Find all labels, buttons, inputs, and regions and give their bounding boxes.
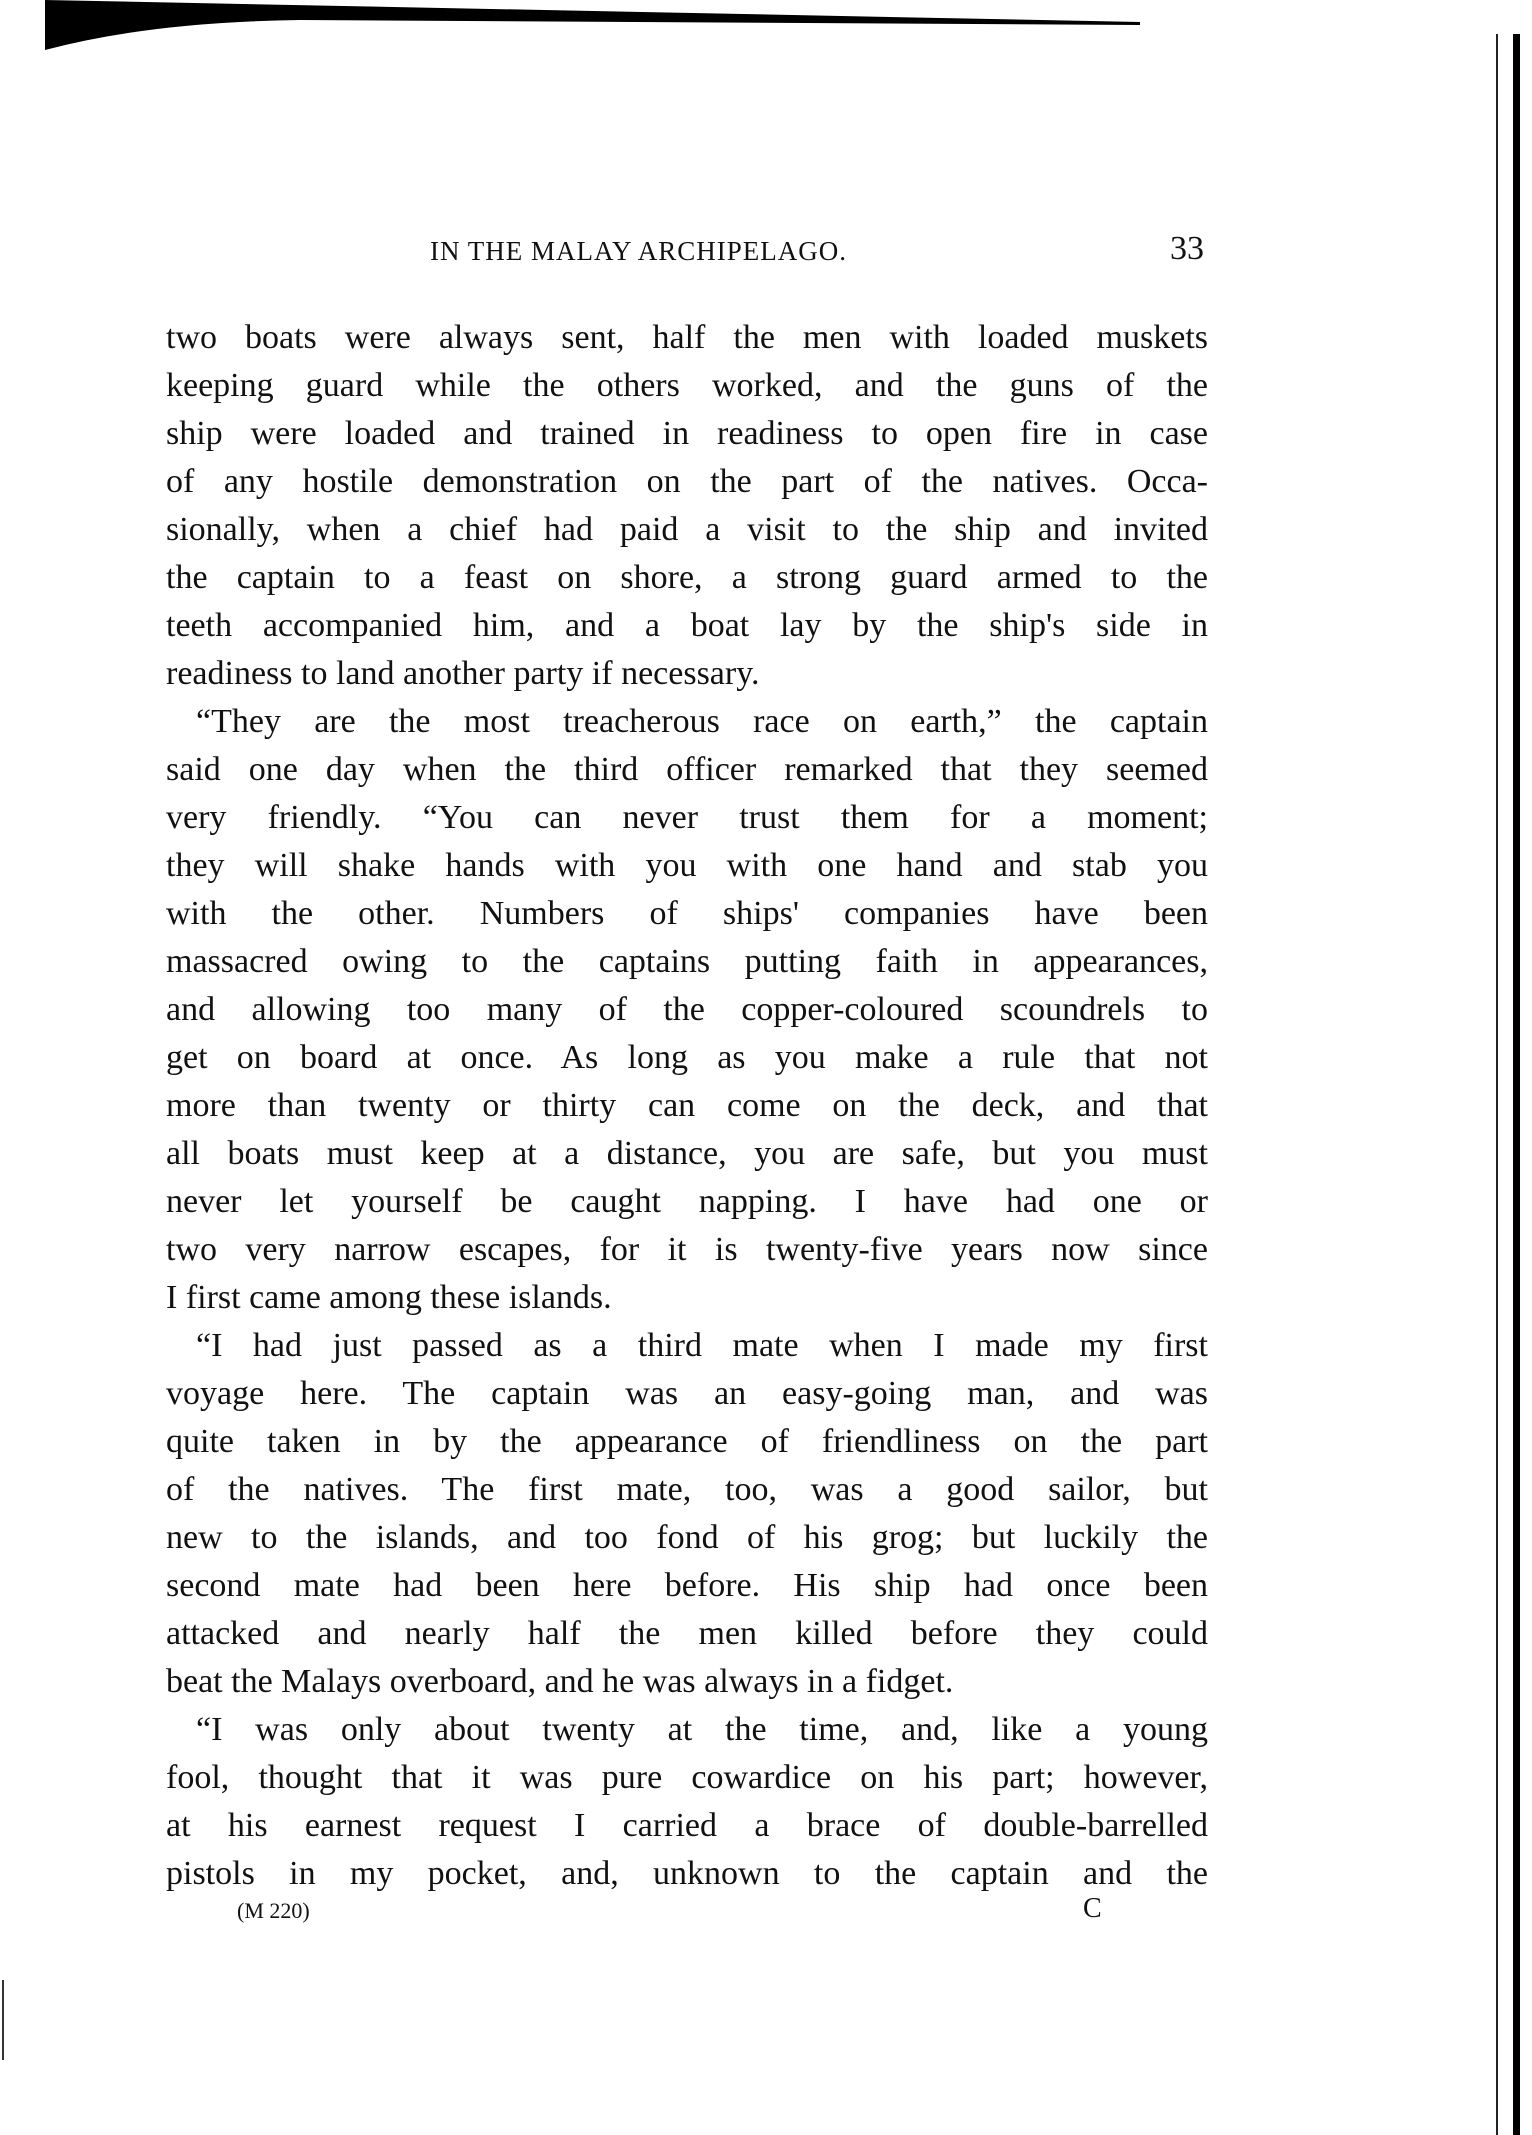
text-line: “I had just passed as a third mate when I made my first — [196, 1327, 1208, 1364]
text-line: second mate had been here before. His ship had once been — [166, 1567, 1208, 1604]
text-line: pistols in my pocket, and, unknown to the captain and the — [166, 1855, 1208, 1892]
scan-edge-line — [1496, 34, 1498, 2135]
text-line: teeth accompanied him, and a boat lay by the ship's side in — [166, 607, 1208, 644]
text-line: never let yourself be caught napping. I have had one or — [166, 1183, 1208, 1220]
text-line: the captain to a feast on shore, a strong guard armed to the — [166, 559, 1208, 596]
text-line: voyage here. The captain was an easy-going man, and was — [166, 1375, 1208, 1412]
text-line: and allowing too many of the copper-coloured scoundrels to — [166, 991, 1208, 1028]
text-line: at his earnest request I carried a brace of double-barrelled — [166, 1807, 1208, 1844]
text-line: all boats must keep at a distance, you are safe, but you must — [166, 1135, 1208, 1172]
text-line: more than twenty or thirty can come on the deck, and that — [166, 1087, 1208, 1124]
text-line: massacred owing to the captains putting faith in appearances, — [166, 943, 1208, 980]
text-line: of the natives. The first mate, too, was a good sailor, but — [166, 1471, 1208, 1508]
text-line: beat the Malays overboard, and he was always in a fidget. — [166, 1663, 954, 1700]
text-line: sionally, when a chief had paid a visit to the ship and invited — [166, 511, 1208, 548]
text-line: two very narrow escapes, for it is twenty-five years now since — [166, 1231, 1208, 1268]
text-line: said one day when the third officer remarked that they seemed — [166, 751, 1208, 788]
text-line: they will shake hands with you with one hand and stab you — [166, 847, 1208, 884]
text-line: quite taken in by the appearance of friendliness on the part — [166, 1423, 1208, 1460]
text-line: “They are the most treacherous race on earth,” the captain — [196, 703, 1208, 740]
text-line: readiness to land another party if necessary. — [166, 655, 760, 692]
text-line: ship were loaded and trained in readiness to open fire in case — [166, 415, 1208, 452]
text-line: attacked and nearly half the men killed before they could — [166, 1615, 1208, 1652]
text-line: with the other. Numbers of ships' companies have been — [166, 895, 1208, 932]
page-number: 33 — [1170, 230, 1204, 267]
text-line: “I was only about twenty at the time, and, like a young — [196, 1711, 1208, 1748]
text-line: I first came among these islands. — [166, 1279, 612, 1316]
scan-edge-bar — [1513, 34, 1520, 2135]
text-line: very friendly. “You can never trust them for a moment; — [166, 799, 1208, 836]
text-line: fool, thought that it was pure cowardice on his part; however, — [166, 1759, 1208, 1796]
body-text — [166, 314, 1208, 1898]
text-line: two boats were always sent, half the men with loaded muskets — [166, 319, 1208, 356]
text-line: keeping guard while the others worked, and the guns of the — [166, 367, 1208, 404]
running-head: IN THE MALAY ARCHIPELAGO. — [430, 236, 848, 266]
text-line: get on board at once. As long as you make a rule that not — [166, 1039, 1208, 1076]
scan-shadow-top — [0, 0, 1532, 70]
text-line: of any hostile demonstration on the part of the natives. Occa- — [166, 463, 1208, 500]
scan-edge-mark — [2, 1980, 4, 2060]
printer-mark: (M 220) — [237, 1898, 310, 1923]
signature-mark: C — [1083, 1893, 1102, 1924]
text-line: new to the islands, and too fond of his grog; but luckily the — [166, 1519, 1208, 1556]
